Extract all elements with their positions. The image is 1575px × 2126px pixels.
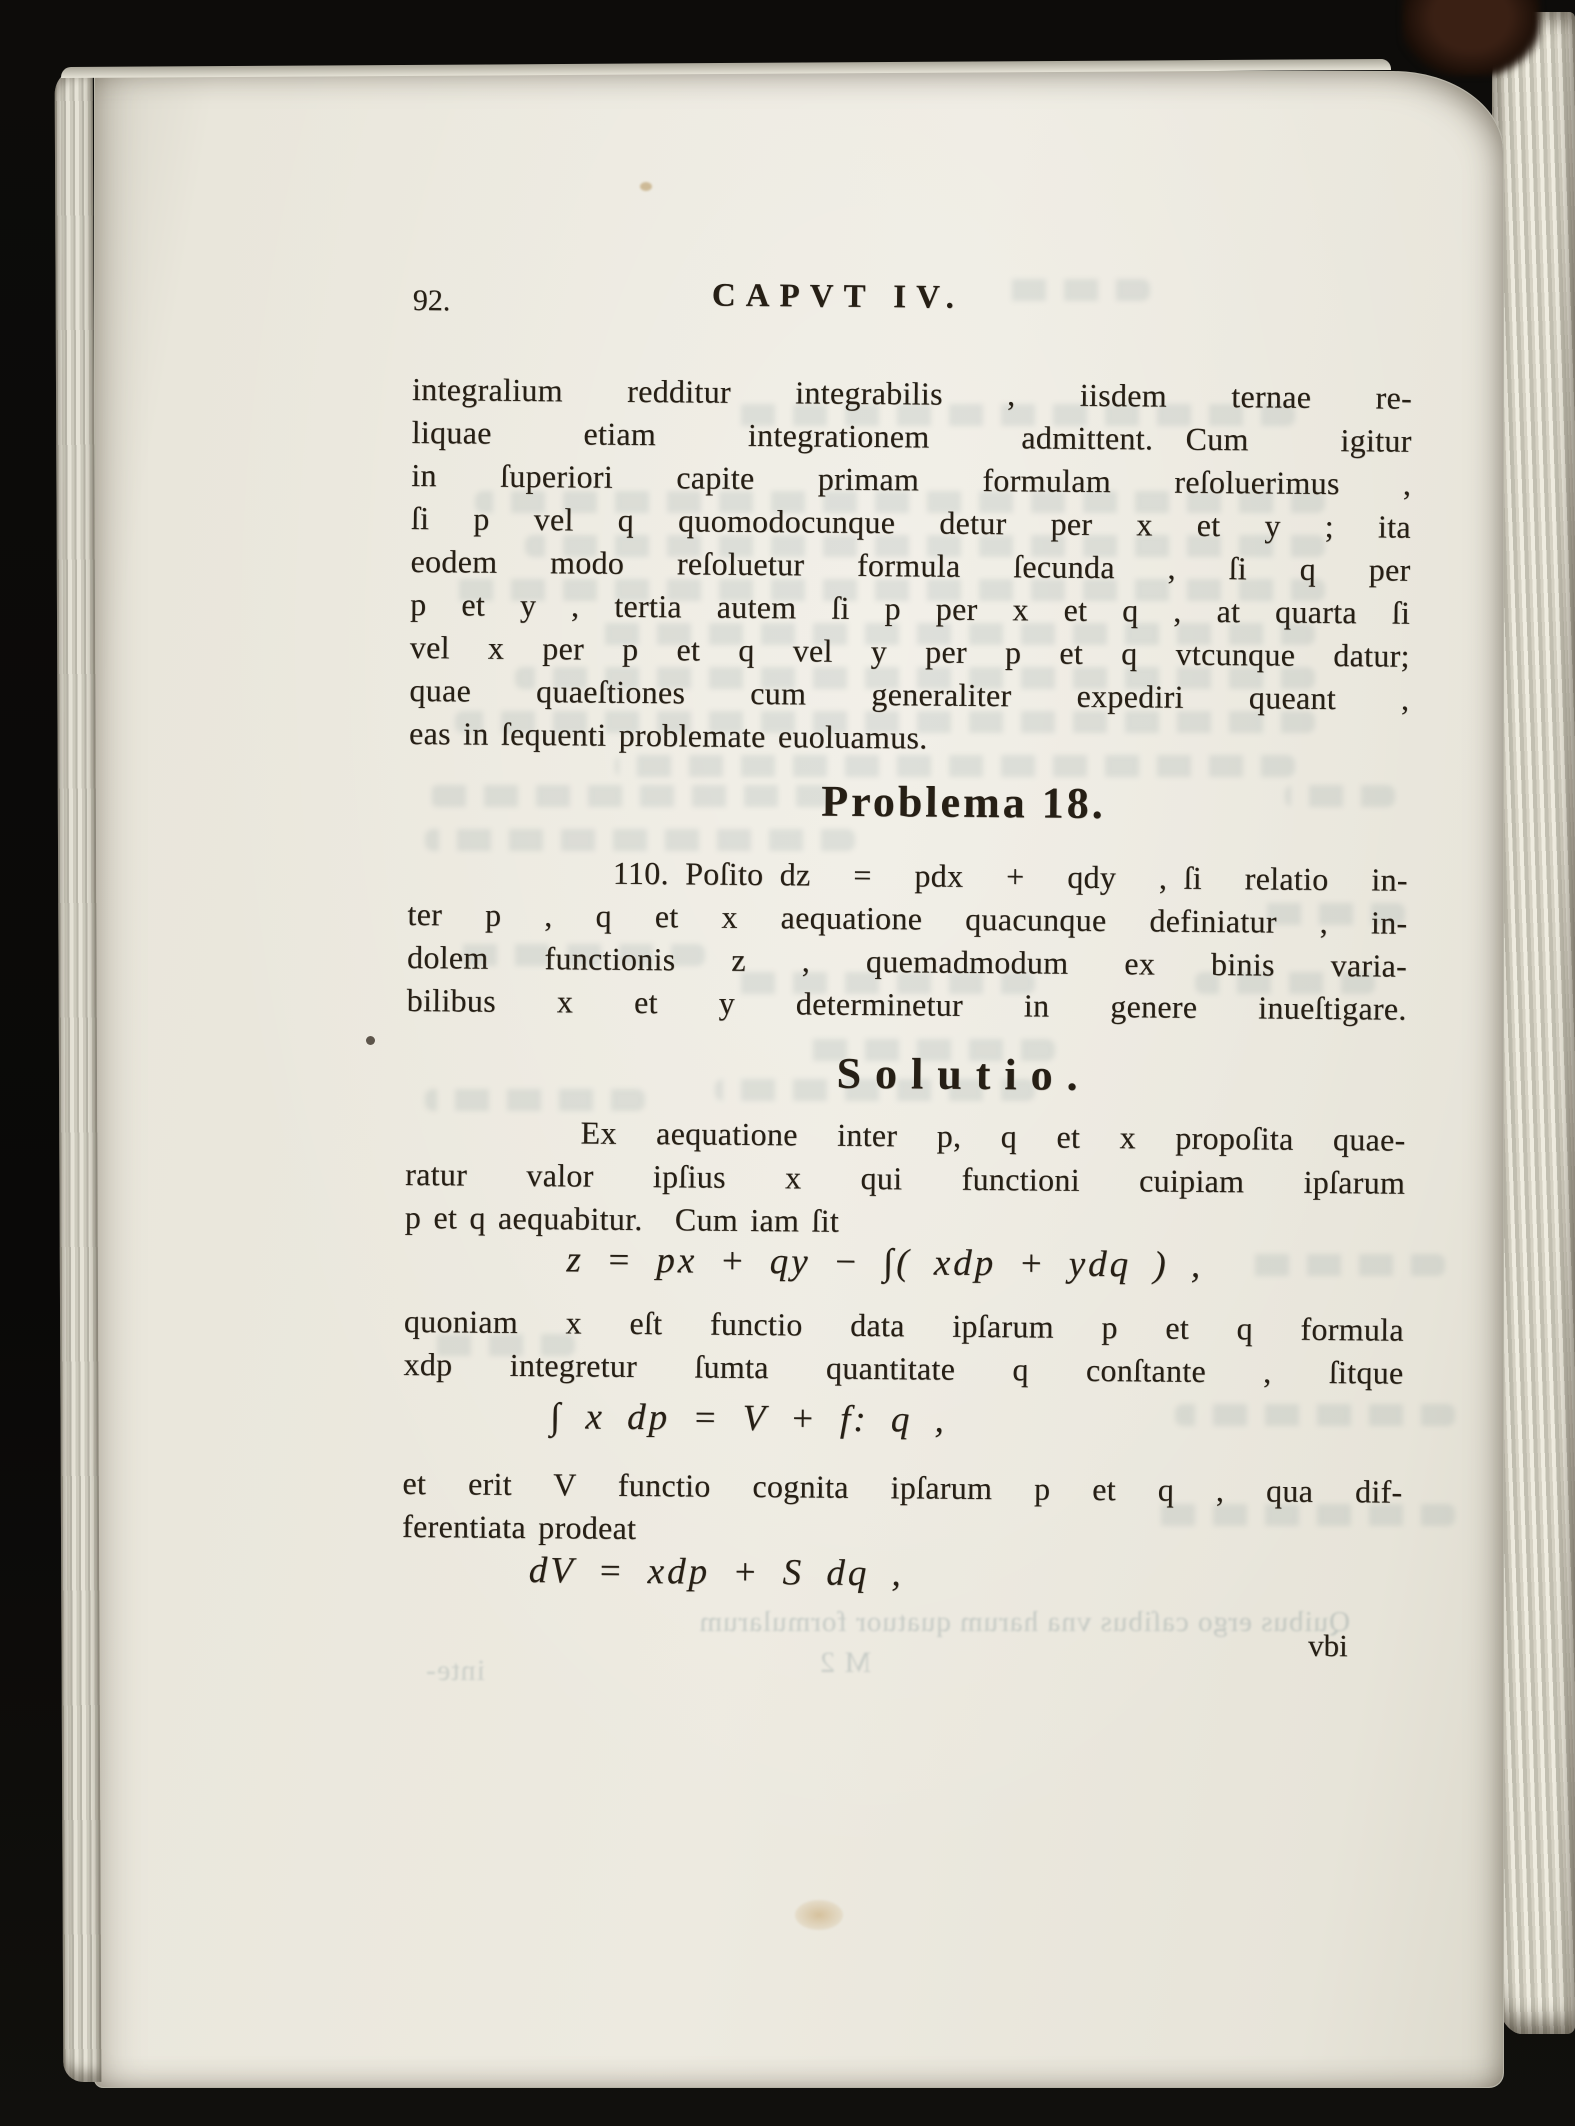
text-line: ratur valor ipſius x qui functioni cuipiam ipſarum — [405, 1155, 1406, 1201]
running-header: CAPVT IV. — [711, 277, 965, 316]
bleedthrough-catchword: inte- — [425, 1654, 485, 1687]
page-number: 92. — [412, 283, 451, 318]
text-line: p et y , tertia autem ſi p per x et q , at quarta ſi — [410, 585, 1411, 631]
opening-paragraph — [409, 368, 1412, 764]
text-line: et erit V functio cognita ipſarum p et q , qua dif- — [402, 1464, 1403, 1510]
erit-paragraph — [402, 1462, 1403, 1557]
text-line: in ſuperiori capite primam formulam reſoluerimus , — [411, 456, 1412, 502]
text-line: dolem functionis z , quemadmodum ex binis varia- — [406, 938, 1408, 984]
bleedthrough-signature-mark: M 2 — [819, 1646, 872, 1679]
formula-integral: ∫ x dp = V + f: q , — [549, 1396, 948, 1441]
text-line: eas in ſequenti problemate euoluamus. — [408, 714, 928, 756]
text-line: 110. Poſito dz = pdx + qdy , ſi relatio in- — [612, 854, 1408, 898]
text-line: integralium redditur integrabilis , iisdem ternae re- — [411, 370, 1413, 416]
printed-text-layer — [79, 69, 1505, 2096]
book-fore-edge-pages — [1492, 12, 1575, 2034]
formula-z-equals: z = px + qy − ∫( xdp + ydq ) , — [566, 1239, 1204, 1286]
quoniam-paragraph — [403, 1300, 1404, 1395]
text-line: quoniam x eſt functio data ipſarum p et q formula — [403, 1302, 1405, 1348]
text-line: vel x per p et q vel y per p et q vtcunque datur; — [409, 628, 1410, 674]
bleedthrough-text: Quibus ergo caſibus vna harum quatuor formularum — [698, 1606, 1350, 1638]
text-line: ſi p vel q quomodocunque detur per x et y ; ita — [410, 499, 1412, 545]
problema-heading: Problema 18. — [821, 776, 1106, 829]
book-spine-corner — [1402, 0, 1540, 76]
text-line: xdp integretur ſumta quantitate q conſtante , ſitque — [403, 1345, 1404, 1391]
text-line: liquae etiam integrationem admittent. Cum igitur — [411, 413, 1412, 459]
catchword: vbi — [1307, 1627, 1348, 1664]
text-line: Ex aequatione inter p, q et x propoſita quae- — [580, 1114, 1406, 1158]
text-line: ferentiata prodeat — [401, 1507, 637, 1546]
text-line: bilibus x et y determinetur in genere inueſtigare. — [406, 981, 1407, 1027]
text-line: ter p , q et x aequatione quacunque definiatur , in- — [407, 895, 1408, 941]
text-line: p et q aequabitur. Cum iam ſit — [404, 1198, 840, 1239]
solutio-paragraph — [405, 1110, 1406, 1248]
problema-paragraph — [407, 850, 1408, 1031]
text-line: eodem modo reſoluetur formula ſecunda , ſi q per — [410, 542, 1411, 588]
solutio-heading: Solutio. — [836, 1048, 1092, 1100]
text-line: quae quaeſtiones cum generaliter expediri queant , — [409, 671, 1410, 717]
formula-dV: dV = xdp + S dq , — [528, 1550, 904, 1595]
book-page — [95, 72, 1503, 2087]
